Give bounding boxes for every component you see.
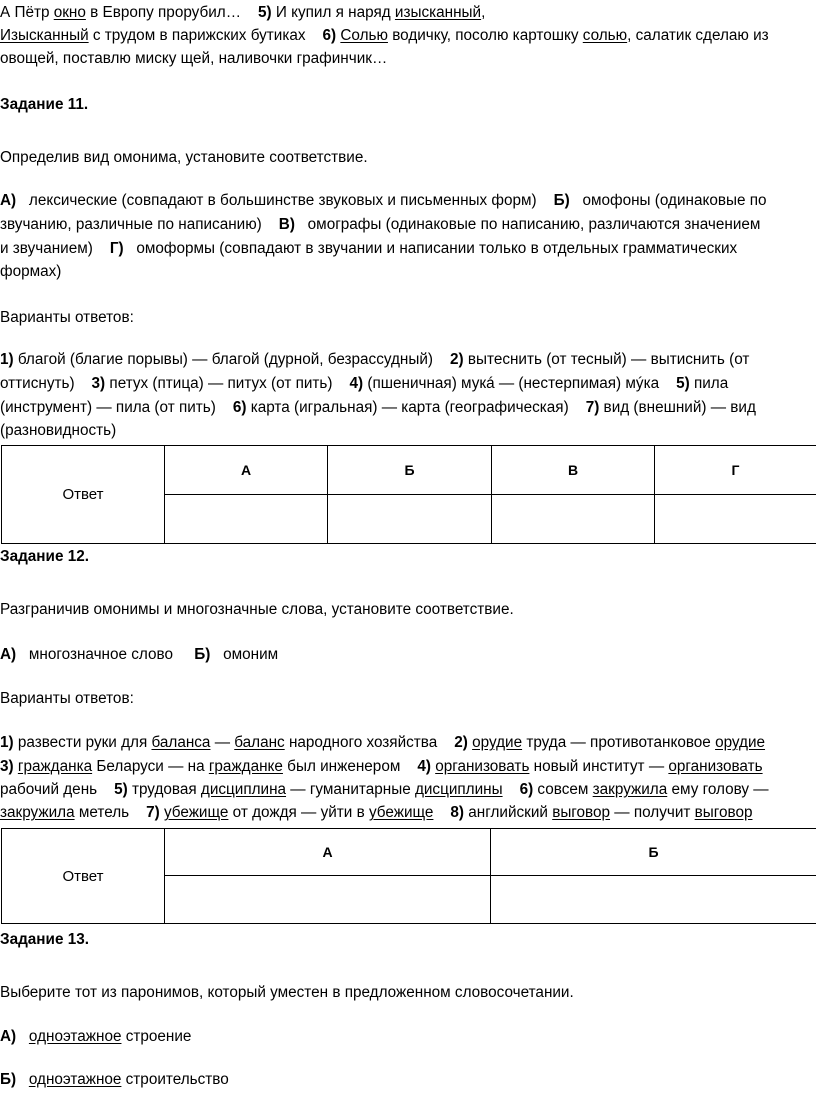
task12-answer-cell-b[interactable] — [491, 876, 816, 924]
intro-line-2: Изысканный с трудом в парижских бутиках 6) Солью водичку, посолю картошку солью, салатик сделаю из — [0, 27, 769, 44]
task12-header-b: Б — [491, 829, 816, 876]
task12-variants-line-4: закружила метель 7) убежище от дождя — уйти в убежище 8) английский выговор — получит выговор — [0, 804, 753, 821]
task11-answer-cell-v[interactable] — [492, 495, 655, 544]
task11-title: Задание 11. — [0, 96, 89, 113]
task11-variants-label: Варианты ответов: — [0, 309, 134, 326]
task11-answer-cell-g[interactable] — [655, 495, 816, 544]
task11-header-g: Г — [655, 446, 816, 495]
intro-line-3: овощей, поставлю миску щей, наливочки графинчик… — [0, 50, 388, 67]
task11-categories-line-2: звучанию, различные по написанию) В) омографы (одинаковые по написанию, различаются значением — [0, 216, 761, 233]
task12-header-a: А — [165, 829, 491, 876]
task12-variants-line-2: 3) гражданка Беларуси — на гражданке был инженером 4) организовать новый институт — организовать — [0, 758, 763, 775]
task12-variants-line-3: рабочий день 5) трудовая дисциплина — гуманитарные дисциплины 6) совсем закружила ему голову — — [0, 781, 769, 798]
task11-answer-cell-a[interactable] — [165, 495, 328, 544]
task13-title: Задание 13. — [0, 931, 89, 948]
task11-header-v: В — [492, 446, 655, 495]
task11-answer-cell-b[interactable] — [328, 495, 492, 544]
task11-instruction: Определив вид омонима, установите соответствие. — [0, 149, 368, 166]
task12-answer-label: Ответ — [2, 829, 165, 924]
task12-variants-label: Варианты ответов: — [0, 690, 134, 707]
task11-categories-line-3: и звучанием) Г) омоформы (совпадают в звучании и написании только в отдельных грамматических — [0, 240, 738, 257]
task12-answer-table — [1, 828, 816, 924]
task13-option-b: Б) одноэтажное строительство — [0, 1071, 229, 1088]
task12-options: А) многозначное слово Б) омоним — [0, 646, 279, 663]
task12-variants-line-1: 1) развести руки для баланса — баланс народного хозяйства 2) орудие труда — противотанковое орудие — [0, 734, 766, 751]
task11-header-b: Б — [328, 446, 492, 495]
task11-variants-line-2: оттиснуть) 3) петух (птица) — питух (от пить) 4) (пшеничная) мукá — (нестерпимая) мýка 5) пила — [0, 375, 729, 392]
task11-categories-line-4: формах) — [0, 263, 62, 280]
task13-option-a: А) одноэтажное строение — [0, 1028, 192, 1045]
intro-line-1: А Пётр окно в Европу прорубил… 5) И купил я наряд изысканный, — [0, 4, 486, 21]
task11-variants-line-4: (разновидность) — [0, 422, 117, 439]
task12-title: Задание 12. — [0, 548, 89, 565]
task11-answer-label: Ответ — [2, 446, 165, 544]
task13-instruction: Выберите тот из паронимов, который уместен в предложенном словосочетании. — [0, 984, 574, 1001]
task11-answer-table — [1, 445, 816, 544]
task11-variants-line-3: (инструмент) — пила (от пить) 6) карта (игральная) — карта (географическая) 7) вид (внешний) — вид — [0, 399, 756, 416]
task12-instruction: Разграничив омонимы и многозначные слова, установите соответствие. — [0, 601, 514, 618]
task11-header-a: А — [165, 446, 328, 495]
task11-categories-line-1: А) лексические (совпадают в большинстве звуковых и письменных форм) Б) омофоны (одинаковые по — [0, 192, 767, 209]
task11-variants-line-1: 1) благой (благие порывы) — благой (дурной, безрассудный) 2) вытеснить (от тесный) — вытиснить (от — [0, 351, 750, 368]
task12-answer-cell-a[interactable] — [165, 876, 491, 924]
